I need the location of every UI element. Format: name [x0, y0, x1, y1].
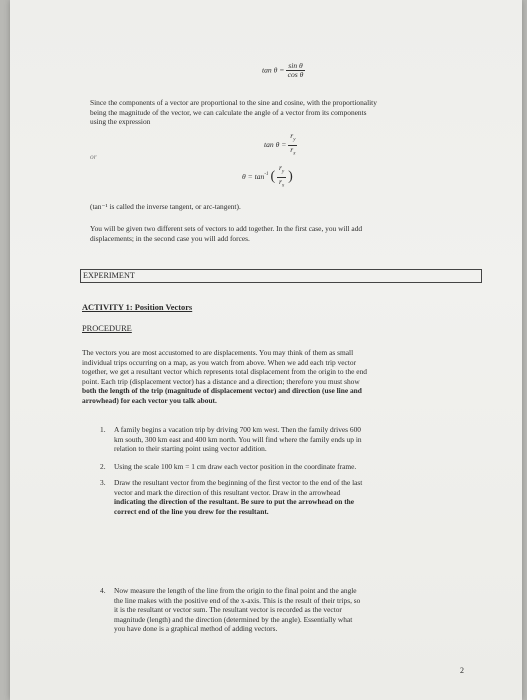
- eq3-numerator: [277, 164, 286, 178]
- step-line: magnitude (length) and the direction (determined by the angle). Essentially what: [114, 614, 353, 624]
- eq2-num-sub: y: [293, 137, 296, 143]
- eq3-den-sub: x: [281, 183, 285, 189]
- step-line: km south, 300 km east and 400 km north. You will find where the family ends up in: [114, 434, 362, 444]
- step-3: [100, 478, 480, 518]
- left-paren: (: [270, 169, 276, 185]
- eq1-denominator: cos θ: [287, 70, 304, 79]
- eq1-numerator: sin θ: [288, 61, 303, 70]
- step-line: relation to their starting point using vector addition.: [114, 444, 267, 454]
- or-label: or: [90, 152, 97, 161]
- step-line: correct end of the line you drew for the resultant.: [114, 506, 269, 516]
- equation-arctan: [242, 164, 293, 190]
- intro-line: Since the components of a vector are proportional to the sine and cosine, with the proportionality: [90, 98, 377, 107]
- procedure-heading: PROCEDURE: [82, 324, 132, 333]
- intro-line: using the expression: [90, 117, 151, 127]
- eq3-fraction: [277, 164, 286, 190]
- eq2-numerator: [288, 132, 297, 146]
- step-line: vector and mark the direction of this resultant vector. Draw in the arrowhead: [114, 487, 341, 497]
- eq2-den-var: r: [290, 144, 294, 154]
- eq2-den-sub: x: [293, 151, 296, 157]
- eq3-superscript: -1: [264, 172, 269, 178]
- step-2: [100, 462, 480, 474]
- procedure-line: arrowhead) for each vector you talk about.: [82, 395, 217, 405]
- eq3-denominator: [277, 178, 286, 191]
- equation-tan-components: [264, 132, 297, 158]
- procedure-line: both the length of the trip (magnitude of displacement vector) and direction (use line and: [82, 386, 362, 396]
- step-line: Using the scale 100 km = 1 cm draw each vector position in the coordinate frame.: [114, 462, 357, 471]
- step-line: A family begins a vacation trip by driving 700 km west. Then the family drives 600: [114, 425, 361, 434]
- step-line: you have done is a graphical method of adding vectors.: [114, 624, 278, 634]
- step-number: 1.: [100, 425, 106, 434]
- step-line: Now measure the length of the line from the origin to the final point and the angle: [114, 586, 357, 595]
- step-line: it is the resultant or vector sum. The resultant vector is recorded as the vector: [114, 605, 342, 615]
- procedure-paragraph: [82, 348, 367, 406]
- given-paragraph: [90, 224, 362, 243]
- step-4: [100, 586, 480, 636]
- intro-paragraph: [90, 98, 377, 127]
- given-line: You will be given two different sets of vectors to add together. In the first case, you will add: [90, 224, 363, 233]
- eq2-fraction: [288, 132, 297, 158]
- step-line: indicating the direction of the resultant. Be sure to put the arrowhead on the: [114, 497, 355, 507]
- eq3-num-var: r: [279, 163, 282, 172]
- inverse-tangent-note: (tan⁻¹ is called the inverse tangent, or arc-tangent).: [90, 202, 241, 211]
- step-number: 2.: [100, 462, 106, 471]
- eq2-num-var: r: [290, 131, 294, 140]
- right-paren: ): [288, 169, 293, 185]
- page-number: 2: [460, 666, 464, 675]
- eq3-lhs: θ = tan: [242, 171, 265, 181]
- step-number: 4.: [100, 586, 106, 595]
- experiment-label: EXPERIMENT: [83, 271, 135, 280]
- experiment-heading-box: [80, 269, 482, 283]
- eq2-lhs: tan θ =: [264, 139, 287, 149]
- procedure-line: point. Each trip (displacement vector) has a distance and a direction; therefore you must show: [82, 376, 360, 386]
- document-page: [10, 0, 522, 700]
- eq3-den-var: r: [279, 176, 282, 186]
- eq3-num-sub: y: [281, 169, 285, 175]
- eq1-lhs: tan θ =: [262, 65, 285, 75]
- eq1-fraction: [286, 62, 305, 79]
- step-line: the line makes with the positive end of the x-axis. This is the result of their trips, so: [114, 595, 361, 605]
- step-line: Draw the resultant vector from the beginning of the first vector to the end of the last: [114, 478, 363, 487]
- given-line: displacements; in the second case you will add forces.: [90, 233, 250, 243]
- procedure-line: together, we get a resultant vector which represents total displacement from the origin to the end: [82, 367, 367, 377]
- procedure-line: individual trips occurring on a map, as you watch from above. When we add each trip vector: [82, 357, 357, 367]
- eq2-denominator: [288, 146, 297, 159]
- activity-title: ACTIVITY 1: Position Vectors: [82, 303, 193, 312]
- equation-tan-sin-cos: [262, 62, 305, 79]
- procedure-line: The vectors you are most accustomed to are displacements. You may think of them as small: [82, 348, 354, 357]
- step-1: [100, 425, 480, 455]
- intro-line: being the magnitude of the vector, we can calculate the angle of a vector from its components: [90, 107, 367, 117]
- step-number: 3.: [100, 478, 106, 487]
